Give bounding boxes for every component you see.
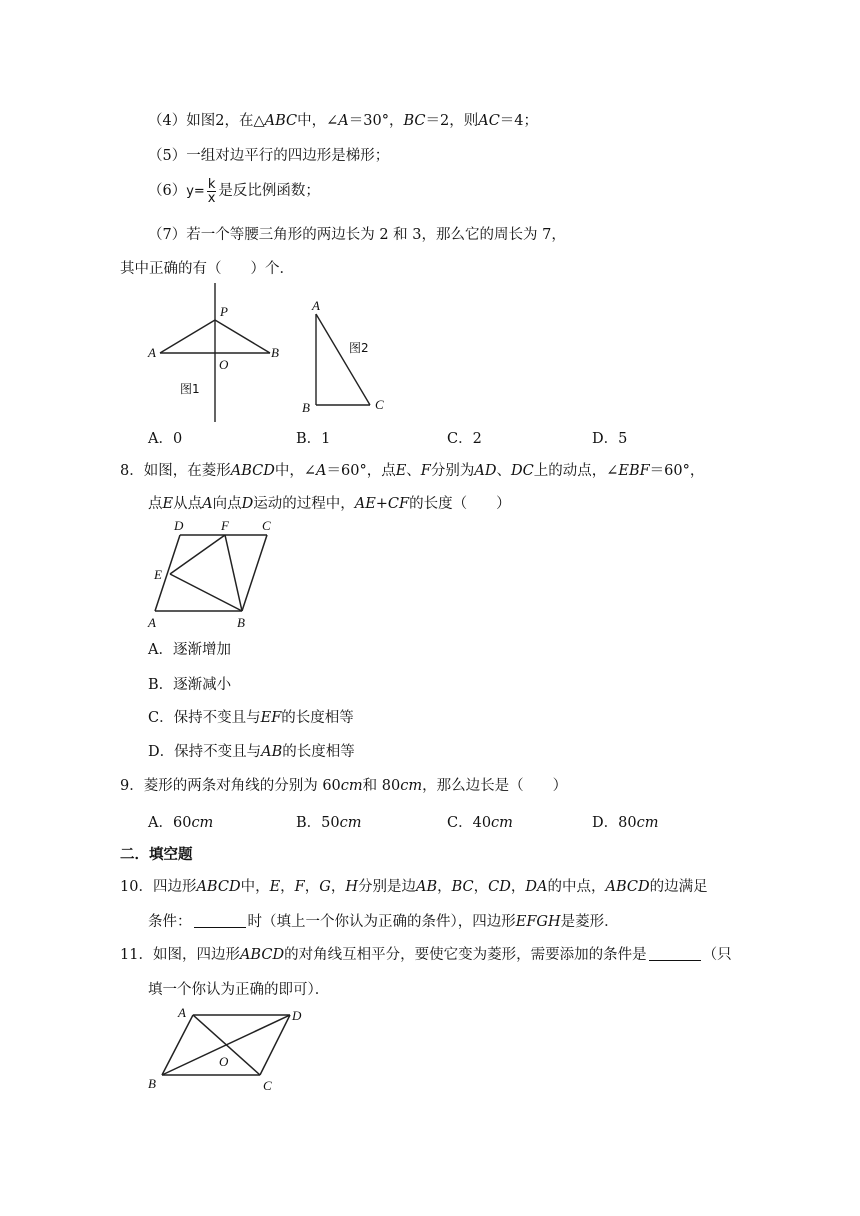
question-8-option-d[interactable]: D．保持不变且与AB的长度相等 — [148, 744, 355, 760]
statement-4: （4）如图2，在△ABC中，∠A＝30°，BC＝2，则AC＝4； — [148, 113, 539, 129]
point-c-label: C — [263, 1078, 272, 1093]
point-a-label: A — [148, 345, 156, 360]
figure-2-label: 图2 — [349, 341, 369, 355]
question-8-option-b[interactable]: B．逐渐减小 — [148, 677, 232, 693]
question-7-options — [148, 427, 748, 447]
function-y: y= — [186, 184, 205, 199]
point-p-label: P — [220, 304, 228, 319]
question-11-line-2: 填一个你认为正确的即可）． — [148, 982, 330, 998]
point-o-label: O — [219, 357, 229, 372]
segment-pb — [215, 320, 270, 353]
point-e-label: E — [154, 567, 162, 582]
option-c[interactable]: C．40cm — [447, 815, 513, 831]
statement-7: （7）若一个等腰三角形的两边长为 2 和 3，那么它的周长为 7， — [148, 227, 566, 243]
answer-blank[interactable] — [649, 946, 701, 961]
figure-1-label: 图1 — [180, 382, 200, 396]
question-10-line-1: 10．四边形ABCD中，E，F，G，H分别是边AB，BC，CD，DA的中点，ABCD的边满足 — [120, 879, 708, 895]
option-c[interactable]: C．2 — [447, 431, 482, 447]
point-c-label: C — [262, 518, 271, 533]
figure-2 — [298, 292, 398, 417]
answer-blank[interactable] — [194, 913, 246, 928]
option-d[interactable]: D．5 — [592, 431, 628, 447]
question-11-line-1: 11．如图，四边形ABCD的对角线互相平分，要使它变为菱形，需要添加的条件是 （只 — [120, 947, 732, 963]
point-b-label: B — [237, 615, 245, 630]
side-ab — [162, 1015, 193, 1075]
statement-6: （6）y= $\frac{k}{x}$ 是反比例函数； — [148, 176, 320, 206]
point-o-label: O — [219, 1054, 229, 1069]
question-9-stem: 9．菱形的两条对角线的分别为 60cm和 80cm，那么边长是（ ） — [120, 778, 568, 794]
side-bc — [242, 535, 267, 611]
figure-1 — [140, 280, 290, 425]
point-a-label: A — [178, 1005, 186, 1020]
option-b[interactable]: B．1 — [296, 431, 331, 447]
question-8-line-2: 点E从点A向点D运动的过程中，AE+CF的长度（ ） — [148, 496, 511, 512]
question-8-line-1: 8．如图，在菱形ABCD中，∠A＝60°，点E、F分别为AD、DC上的动点，∠EBF＝60°， — [120, 463, 705, 479]
point-a-label-fig2: A — [312, 298, 320, 313]
point-b-label: B — [148, 1076, 156, 1091]
question-8-option-c[interactable]: C．保持不变且与EF的长度相等 — [148, 710, 354, 726]
statement-5: （5）一组对边平行的四边形是梯形； — [148, 148, 390, 164]
segment-eb — [170, 574, 242, 611]
fraction-k-over-x: $\frac{k}{x}$ — [207, 176, 216, 206]
point-c-label-fig2: C — [375, 397, 384, 412]
segment-ap — [160, 320, 215, 353]
point-b-label-fig2: B — [302, 400, 310, 415]
side-dc — [260, 1015, 290, 1075]
question-9-options — [148, 811, 748, 831]
point-f-label: F — [221, 518, 229, 533]
segment-fb — [225, 535, 242, 611]
option-d[interactable]: D．80cm — [592, 815, 659, 831]
point-b-label: B — [271, 345, 279, 360]
option-b[interactable]: B．50cm — [296, 815, 362, 831]
question-8-option-a[interactable]: A．逐渐增加 — [148, 642, 231, 658]
point-d-label: D — [174, 518, 184, 533]
question-10-line-2: 条件： 时（填上一个你认为正确的条件），四边形EFGH是菱形． — [148, 914, 619, 930]
option-a[interactable]: A．60cm — [148, 815, 214, 831]
question-11-figure — [140, 1005, 320, 1095]
segment-ac-fig2 — [316, 314, 370, 405]
option-a[interactable]: A．0 — [148, 431, 183, 447]
section-heading: 二．填空题 — [120, 846, 193, 863]
question-7-stem: 其中正确的有（ ）个． — [120, 261, 294, 277]
point-a-label: A — [148, 615, 156, 630]
point-d-label: D — [292, 1008, 302, 1023]
question-8-figure — [144, 515, 284, 635]
